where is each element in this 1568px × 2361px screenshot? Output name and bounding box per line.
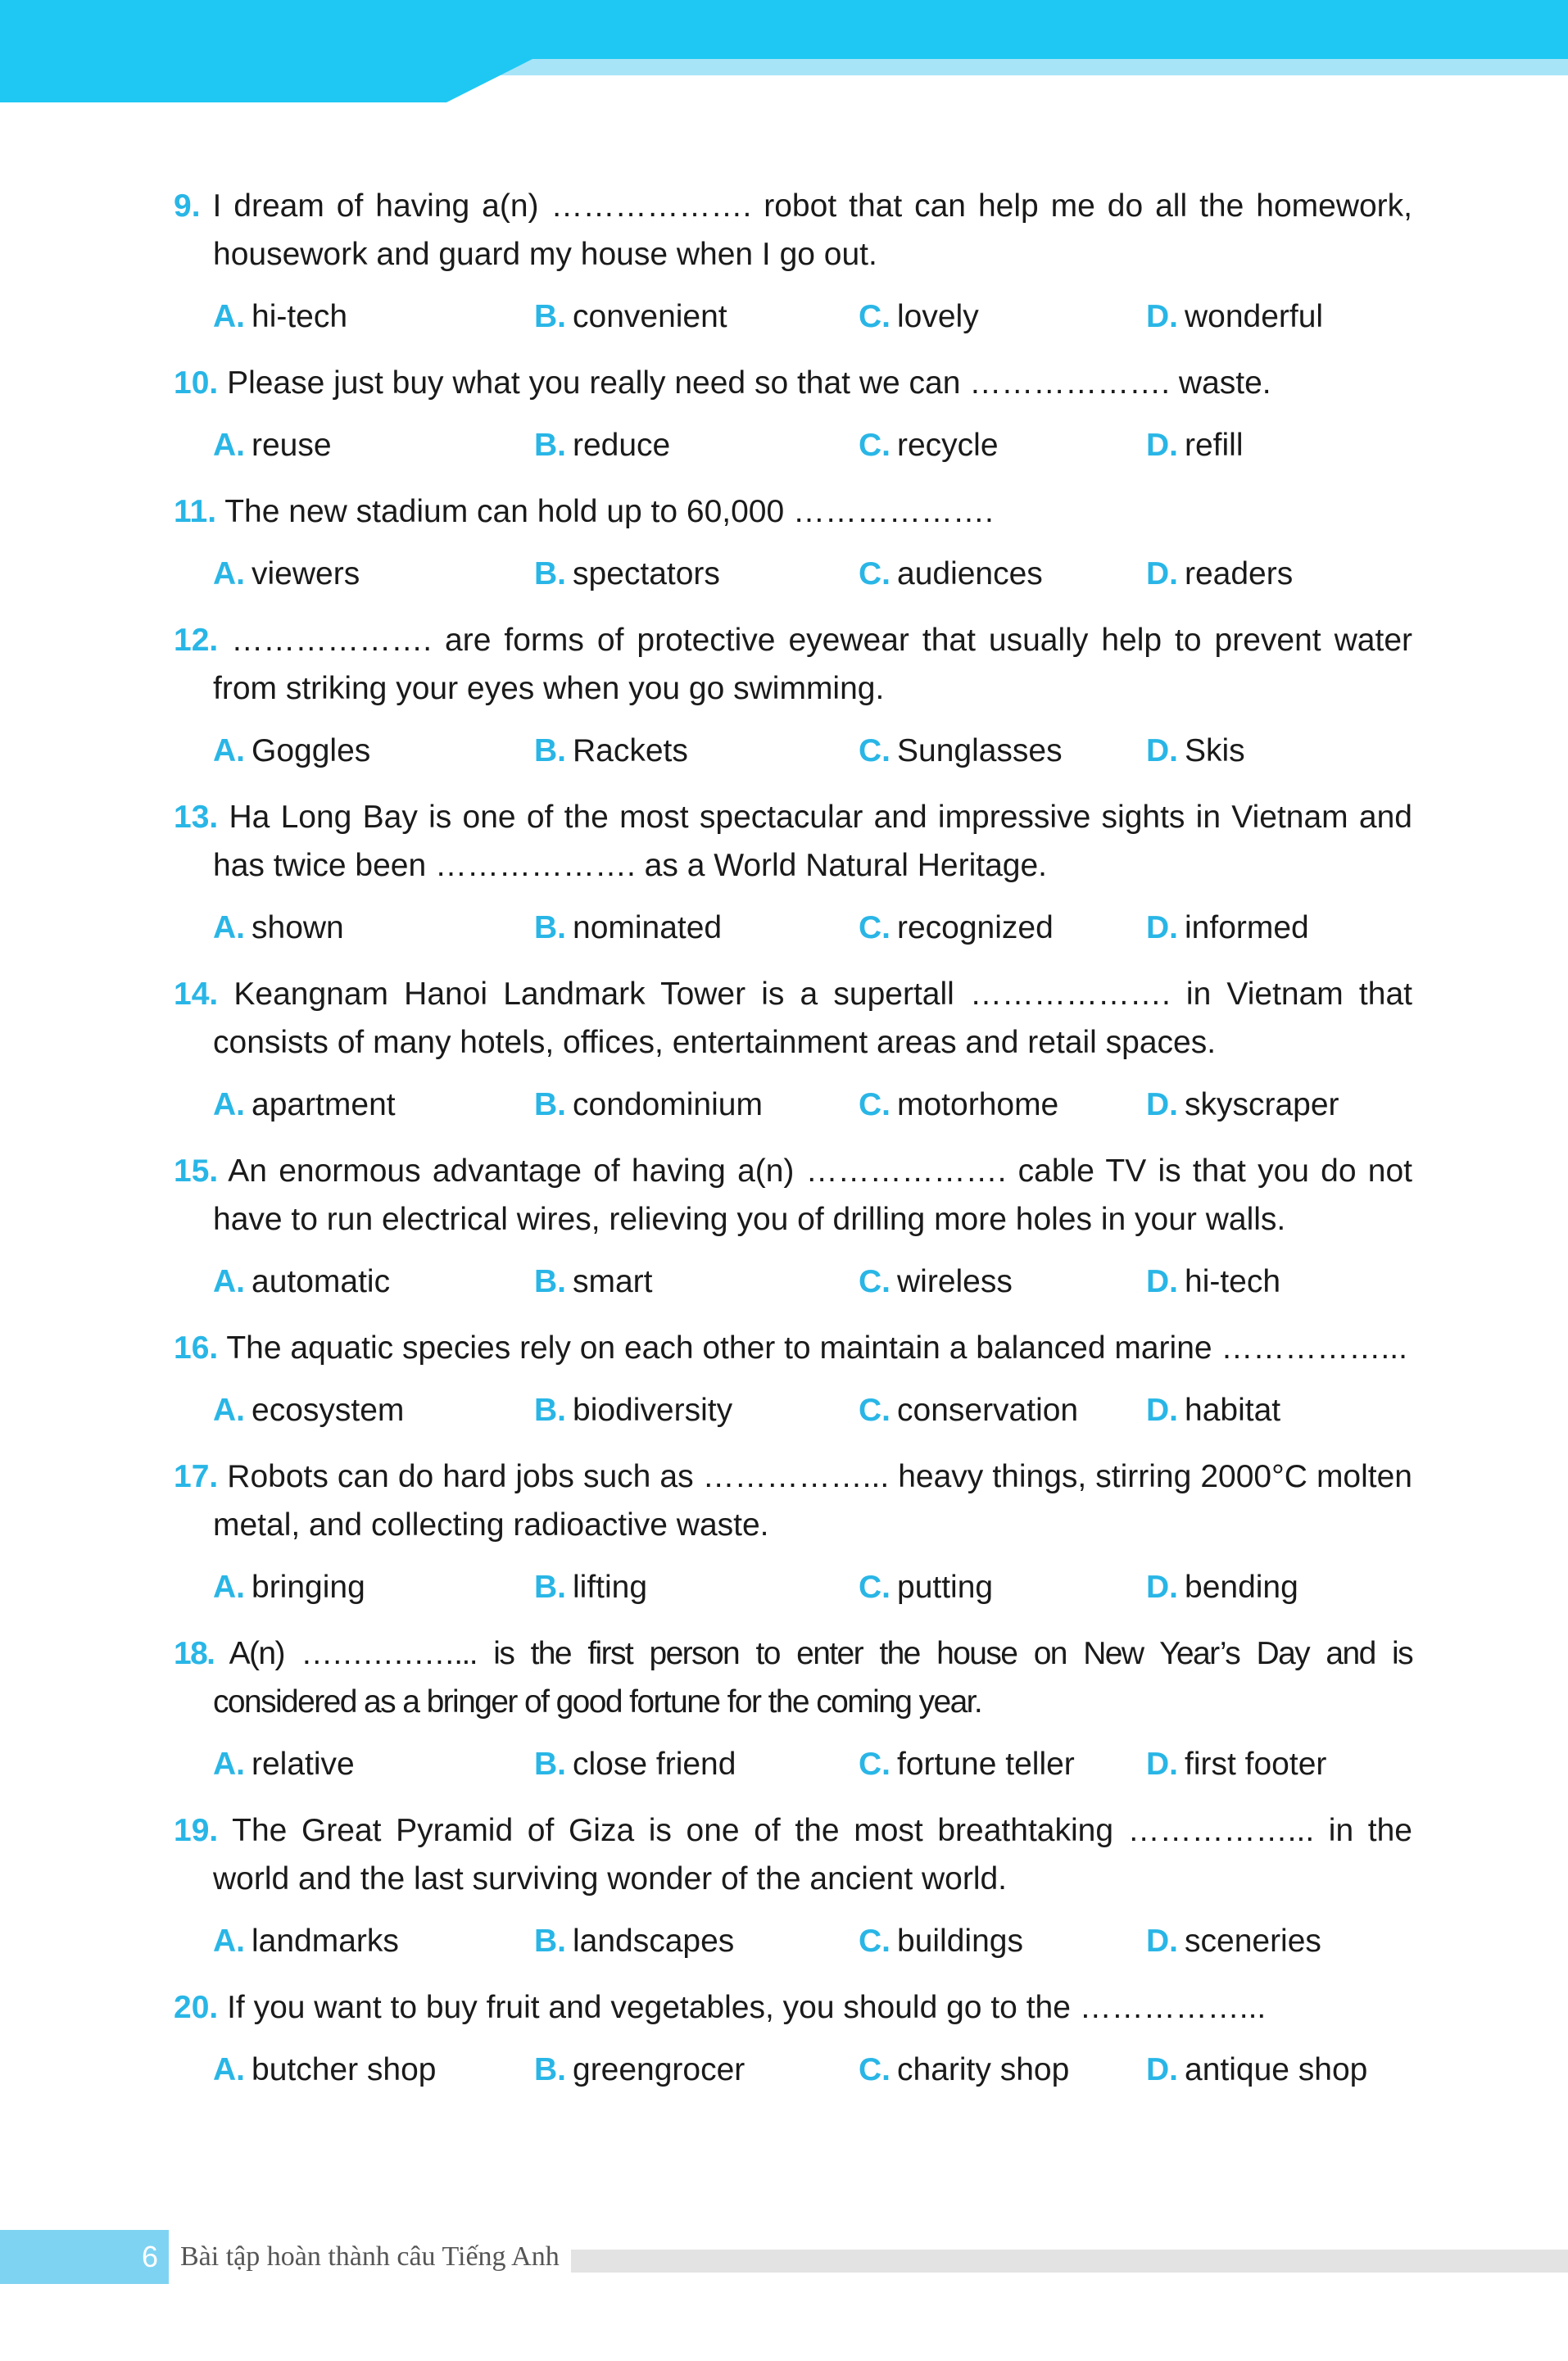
header-banner-main	[0, 0, 1568, 102]
option-letter: A.	[213, 1569, 245, 1605]
question-body: The aquatic species rely on each other to maintain a balanced marine ……………...	[226, 1330, 1407, 1366]
answer-option	[534, 1563, 859, 1611]
option-letter: A.	[213, 1392, 245, 1428]
option-text: landmarks	[252, 1923, 399, 1959]
option-letter: D.	[1146, 298, 1178, 334]
option-letter: C.	[859, 1746, 890, 1782]
option-letter: C.	[859, 555, 890, 591]
option-text: hi-tech	[1185, 1263, 1281, 1299]
option-letter: D.	[1146, 1392, 1178, 1428]
option-text: ecosystem	[252, 1392, 405, 1428]
question-number: 14.	[174, 977, 219, 1012]
option-text: reduce	[573, 427, 671, 463]
answer-option	[1146, 1563, 1408, 1611]
option-letter: B.	[534, 732, 566, 768]
question	[174, 359, 1412, 469]
question	[174, 1324, 1412, 1434]
option-text: greengrocer	[573, 2051, 745, 2087]
option-text: buildings	[897, 1923, 1023, 1959]
question-body: Please just buy what you really need so that we can ………………. waste.	[227, 365, 1271, 401]
question-body: If you want to buy fruit and vegetables, you should go to the ……………...	[227, 1990, 1267, 2025]
option-letter: C.	[859, 298, 890, 334]
footer-bar	[571, 2250, 1568, 2273]
answer-option	[859, 1563, 1146, 1611]
option-text: charity shop	[897, 2051, 1070, 2087]
answer-option	[534, 2046, 859, 2094]
answer-option	[1146, 1258, 1408, 1306]
option-text: lifting	[573, 1569, 648, 1605]
answer-option	[859, 2046, 1146, 2094]
question	[174, 182, 1412, 341]
answer-options	[174, 1916, 1412, 1965]
answer-options	[174, 1562, 1412, 1611]
option-text: Rackets	[573, 732, 688, 768]
question	[174, 616, 1412, 775]
answer-option	[1146, 421, 1408, 469]
question-text	[174, 1983, 1412, 2032]
question-list	[174, 182, 1412, 2112]
question-number: 12.	[174, 623, 219, 658]
answer-option	[213, 727, 534, 775]
option-text: Sunglasses	[897, 732, 1063, 768]
answer-option	[534, 1258, 859, 1306]
option-letter: C.	[859, 1086, 890, 1122]
option-letter: A.	[213, 427, 245, 463]
question-text	[174, 1806, 1412, 1903]
option-text: nominated	[573, 909, 723, 945]
answer-options	[174, 292, 1412, 341]
question-body: Keangnam Hanoi Landmark Tower is a supertall ………………. in Vietnam that consists of many hotels, offices, entertainment areas and retail spaces.	[213, 977, 1412, 1060]
question	[174, 1806, 1412, 1965]
option-letter: B.	[534, 427, 566, 463]
question-number: 15.	[174, 1153, 219, 1189]
question	[174, 487, 1412, 598]
option-letter: D.	[1146, 2051, 1178, 2087]
question-body: I dream of having a(n) ………………. robot that can help me do all the homework, housework and guard my house when I go out.	[212, 188, 1412, 272]
question-text	[174, 793, 1412, 890]
question-text	[174, 359, 1412, 407]
option-text: wireless	[897, 1263, 1013, 1299]
answer-option	[534, 1917, 859, 1965]
question	[174, 1983, 1412, 2094]
question-text	[174, 970, 1412, 1067]
option-letter: B.	[534, 1923, 566, 1959]
option-text: refill	[1185, 427, 1244, 463]
answer-option	[859, 727, 1146, 775]
page-footer	[0, 2230, 1568, 2284]
option-text: hi-tech	[252, 298, 348, 334]
option-text: apartment	[252, 1086, 396, 1122]
answer-options	[174, 420, 1412, 469]
option-letter: C.	[859, 732, 890, 768]
header-banner-light-stripe	[442, 59, 1568, 75]
question-number: 20.	[174, 1990, 219, 2025]
option-letter: C.	[859, 1392, 890, 1428]
option-text: close friend	[573, 1746, 736, 1782]
option-letter: C.	[859, 1923, 890, 1959]
question-text	[174, 1147, 1412, 1244]
option-letter: B.	[534, 1086, 566, 1122]
question	[174, 1629, 1412, 1788]
option-letter: B.	[534, 298, 566, 334]
option-letter: D.	[1146, 1263, 1178, 1299]
answer-option	[1146, 1917, 1408, 1965]
answer-option	[213, 1081, 534, 1129]
answer-option	[859, 550, 1146, 598]
option-text: recognized	[897, 909, 1054, 945]
option-text: conservation	[897, 1392, 1079, 1428]
answer-option	[213, 1563, 534, 1611]
answer-option	[1146, 727, 1408, 775]
option-text: Goggles	[252, 732, 371, 768]
answer-options	[174, 726, 1412, 775]
option-letter: A.	[213, 2051, 245, 2087]
option-letter: D.	[1146, 1569, 1178, 1605]
question-number: 13.	[174, 800, 219, 835]
option-text: automatic	[252, 1263, 391, 1299]
page-number: 6	[141, 2240, 159, 2273]
option-letter: A.	[213, 1923, 245, 1959]
answer-option	[213, 292, 534, 341]
answer-option	[213, 1386, 534, 1434]
answer-option	[859, 1258, 1146, 1306]
answer-options	[174, 549, 1412, 598]
option-text: smart	[573, 1263, 653, 1299]
option-letter: B.	[534, 1392, 566, 1428]
option-letter: D.	[1146, 1923, 1178, 1959]
option-letter: A.	[213, 555, 245, 591]
question-body: A(n) ……………... is the first person to enter the house on New Year’s Day and is considered as a bringer of good fortune for the coming year.	[213, 1636, 1412, 1720]
answer-option	[213, 1740, 534, 1788]
answer-option	[534, 292, 859, 341]
question-text	[174, 1452, 1412, 1549]
option-letter: B.	[534, 909, 566, 945]
option-text: convenient	[573, 298, 727, 334]
option-letter: D.	[1146, 732, 1178, 768]
option-text: spectators	[573, 555, 720, 591]
answer-option	[213, 421, 534, 469]
answer-option	[534, 1386, 859, 1434]
option-text: wonderful	[1185, 298, 1324, 334]
question-text	[174, 1629, 1412, 1726]
question-number: 9.	[174, 188, 201, 224]
question-number: 16.	[174, 1330, 219, 1366]
option-text: readers	[1185, 555, 1294, 591]
question-number: 10.	[174, 365, 219, 401]
answer-option	[1146, 292, 1408, 341]
answer-option	[213, 1258, 534, 1306]
question-body: The Great Pyramid of Giza is one of the most breathtaking ……………... in the world and the last surviving wonder of the ancient world.	[213, 1813, 1412, 1897]
question-body: ………………. are forms of protective eyewear that usually help to prevent water from striking your eyes when you go swimming.	[213, 623, 1412, 706]
option-letter: A.	[213, 909, 245, 945]
option-text: butcher shop	[252, 2051, 437, 2087]
question-body: Ha Long Bay is one of the most spectacular and impressive sights in Vietnam and has twice been ………………. as a World Natural Heritage.	[213, 800, 1412, 883]
answer-options	[174, 1080, 1412, 1129]
option-text: habitat	[1185, 1392, 1281, 1428]
option-text: shown	[252, 909, 344, 945]
header-banner	[0, 0, 1568, 102]
question-body: Robots can do hard jobs such as ……………... heavy things, stirring 2000°C molten metal, and collecting radioactive waste.	[213, 1459, 1412, 1543]
answer-option	[1146, 904, 1408, 952]
question-text	[174, 616, 1412, 713]
option-letter: C.	[859, 909, 890, 945]
answer-option	[534, 550, 859, 598]
option-text: Skis	[1185, 732, 1245, 768]
question-text	[174, 182, 1412, 279]
answer-option	[534, 904, 859, 952]
option-text: bringing	[252, 1569, 365, 1605]
option-letter: B.	[534, 1746, 566, 1782]
book-title: Bài tập hoàn thành câu Tiếng Anh	[180, 2241, 560, 2272]
answer-option	[213, 2046, 534, 2094]
option-text: sceneries	[1185, 1923, 1321, 1959]
option-text: viewers	[252, 555, 360, 591]
answer-option	[859, 421, 1146, 469]
answer-option	[859, 904, 1146, 952]
question	[174, 970, 1412, 1129]
option-text: skyscraper	[1185, 1086, 1339, 1122]
answer-options	[174, 2045, 1412, 2094]
answer-options	[174, 1385, 1412, 1434]
question-number: 17.	[174, 1459, 219, 1494]
option-text: condominium	[573, 1086, 763, 1122]
question	[174, 793, 1412, 952]
option-letter: D.	[1146, 427, 1178, 463]
answer-option	[1146, 1386, 1408, 1434]
option-letter: C.	[859, 1263, 890, 1299]
option-letter: A.	[213, 1263, 245, 1299]
option-text: lovely	[897, 298, 979, 334]
option-text: antique shop	[1185, 2051, 1368, 2087]
option-letter: A.	[213, 732, 245, 768]
answer-option	[534, 1740, 859, 1788]
option-text: putting	[897, 1569, 994, 1605]
answer-option	[213, 904, 534, 952]
option-letter: C.	[859, 427, 890, 463]
option-text: biodiversity	[573, 1392, 733, 1428]
option-letter: A.	[213, 298, 245, 334]
answer-option	[859, 1081, 1146, 1129]
answer-options	[174, 1739, 1412, 1788]
answer-option	[859, 1917, 1146, 1965]
question-number: 19.	[174, 1813, 219, 1848]
answer-options	[174, 903, 1412, 952]
question-number: 18.	[174, 1636, 215, 1671]
question-body: An enormous advantage of having a(n) ………………. cable TV is that you do not have to run electrical wires, relieving you of drilling more holes in your walls.	[213, 1153, 1412, 1237]
option-text: bending	[1185, 1569, 1298, 1605]
question-number: 11.	[174, 494, 217, 529]
option-letter: C.	[859, 1569, 890, 1605]
answer-option	[859, 292, 1146, 341]
option-text: reuse	[252, 427, 332, 463]
answer-option	[1146, 1081, 1408, 1129]
option-letter: D.	[1146, 1086, 1178, 1122]
answer-option	[1146, 1740, 1408, 1788]
answer-option	[534, 421, 859, 469]
answer-option	[534, 1081, 859, 1129]
answer-option	[1146, 550, 1408, 598]
option-text: recycle	[897, 427, 999, 463]
answer-option	[213, 550, 534, 598]
question-text	[174, 1324, 1412, 1372]
option-letter: D.	[1146, 909, 1178, 945]
answer-option	[859, 1386, 1146, 1434]
option-text: first footer	[1185, 1746, 1327, 1782]
answer-options	[174, 1257, 1412, 1306]
option-text: motorhome	[897, 1086, 1059, 1122]
answer-option	[534, 727, 859, 775]
question-text	[174, 487, 1412, 536]
option-text: landscapes	[573, 1923, 735, 1959]
option-letter: A.	[213, 1086, 245, 1122]
question	[174, 1452, 1412, 1611]
option-letter: A.	[213, 1746, 245, 1782]
option-letter: D.	[1146, 1746, 1178, 1782]
answer-option	[859, 1740, 1146, 1788]
option-text: relative	[252, 1746, 355, 1782]
answer-option	[1146, 2046, 1408, 2094]
option-letter: B.	[534, 1263, 566, 1299]
option-letter: D.	[1146, 555, 1178, 591]
option-letter: B.	[534, 555, 566, 591]
question	[174, 1147, 1412, 1306]
option-text: informed	[1185, 909, 1309, 945]
option-text: audiences	[897, 555, 1043, 591]
option-letter: B.	[534, 1569, 566, 1605]
option-text: fortune teller	[897, 1746, 1075, 1782]
answer-option	[213, 1917, 534, 1965]
question-body: The new stadium can hold up to 60,000 ……………….	[224, 494, 994, 529]
option-letter: B.	[534, 2051, 566, 2087]
option-letter: C.	[859, 2051, 890, 2087]
